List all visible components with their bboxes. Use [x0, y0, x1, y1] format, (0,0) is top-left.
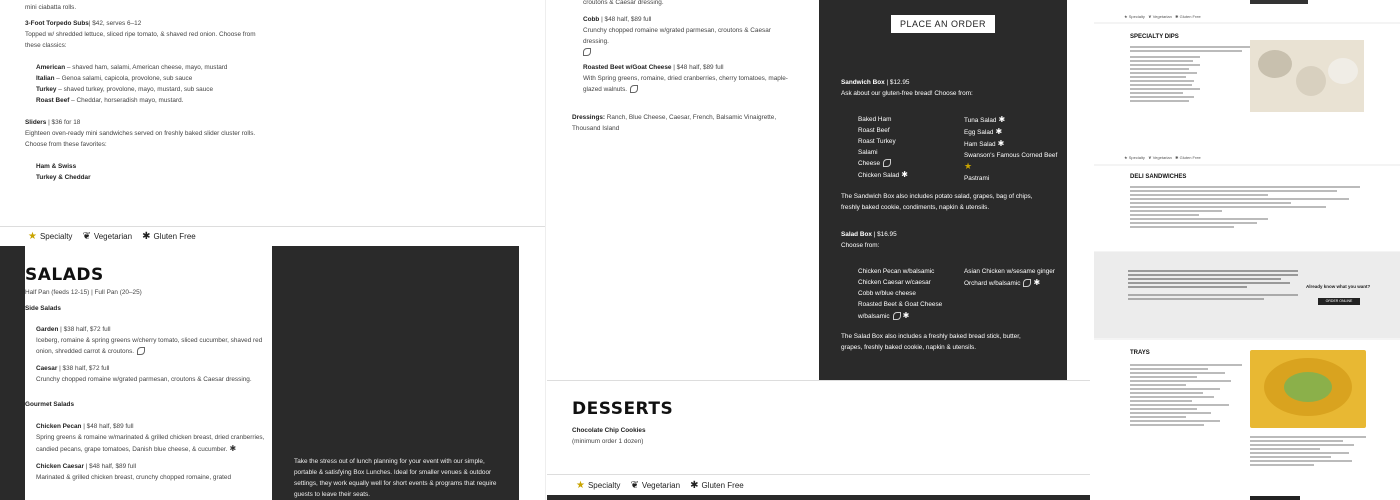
already-know: Already know what you want? — [1306, 284, 1371, 289]
legend-label: Vegetarian — [641, 481, 681, 490]
sliders-desc: Eighteen oven-ready mini sandwiches served on freshly baked slider cluster rolls. Choose from these favorites: — [25, 130, 256, 148]
thumb-top — [1094, 0, 1400, 22]
chcaesar-price: | $48 half, $89 full — [83, 463, 137, 470]
sandwich-section — [25, 2, 265, 183]
salad-option: Roasted Beet & Goat Cheese w/balsamic — [858, 301, 943, 320]
gluten-free-icon: ✱ — [901, 170, 908, 179]
slider-option: Turkey & Cheddar — [36, 174, 91, 181]
sandwich-options-left — [858, 114, 948, 181]
thumb-deli — [1094, 166, 1400, 251]
thumb-dips — [1094, 24, 1400, 164]
trays-heading: TRAYS — [1130, 350, 1150, 356]
gluten-free-icon: ✱ — [997, 139, 1005, 148]
vegetarian-icon — [883, 159, 891, 167]
sliders-price: | $36 for 18 — [46, 119, 81, 126]
dressings-label: Dressings: — [572, 114, 606, 121]
slider-option: Ham & Swiss — [36, 163, 77, 170]
salad-box-price: | $16.95 — [871, 231, 897, 238]
salad-box — [841, 229, 1056, 251]
ciabatta-tail: mini ciabatta rolls. — [25, 4, 77, 11]
legend — [576, 480, 744, 491]
salads-title: SALADS — [25, 265, 104, 285]
trays-photo — [1250, 350, 1366, 428]
legend-label: Specialty — [39, 232, 73, 241]
roasted-beet-item — [583, 62, 793, 95]
trays-text — [1130, 362, 1242, 428]
bottom-dark-bar — [547, 495, 1090, 500]
deli-heading: DELI SANDWICHES — [1130, 174, 1187, 180]
salads-continued — [583, 0, 793, 95]
sandwich-box-title: Sandwich Box — [841, 79, 885, 86]
promo-text — [1128, 268, 1298, 302]
top-desc: croutons & Caesar dressing. — [583, 0, 664, 6]
gluten-free-icon: ✱ — [1033, 278, 1041, 287]
pecan-desc: Spring greens & romaine w/marinated & grilled chicken breast, dried cranberries, candied pecans, grape tomatoes, Danish blue cheese, & cucumber. — [36, 434, 265, 453]
deli-text — [1130, 184, 1360, 230]
cobb-price: | $48 half, $89 full — [599, 16, 652, 23]
legend-gluten-free — [142, 231, 196, 242]
vegetarian-icon — [137, 347, 145, 355]
left-dark-edge — [0, 246, 25, 500]
salad-option: Asian Chicken w/sesame ginger — [964, 268, 1055, 275]
legend-label: Specialty — [587, 481, 621, 490]
order-online-button[interactable]: ORDER ONLINE — [1318, 298, 1360, 305]
sandwich-option: Ham Salad — [964, 141, 996, 148]
subs-desc: Topped w/ shredded lettuce, sliced ripe tomato, & shaved red onion. Choose from these classics: — [25, 31, 256, 49]
legend-vegetarian — [630, 480, 680, 491]
thumb-image — [1250, 0, 1308, 4]
roasted-desc: With Spring greens, romaine, dried cranberries, cherry tomatoes, maple-glazed walnuts. — [583, 75, 788, 93]
thumb-promo — [1094, 252, 1400, 338]
thumb-legend: ★ Specialty ❦ Vegetarian ✱ Gluten Free — [1124, 14, 1201, 19]
vegetarian-icon — [630, 85, 638, 93]
chicken-pecan-item — [36, 421, 270, 455]
leaf-icon: ❦ — [82, 231, 91, 242]
garden-price: | $38 half, $72 full — [58, 326, 111, 333]
salad-box-sub: Choose from: — [841, 242, 880, 249]
box-lunch-panel — [819, 0, 1067, 380]
pecan-title: Chicken Pecan — [36, 423, 82, 430]
sandwich-option: Roast Turkey — [858, 138, 896, 145]
salad-option: Chicken Pecan w/balsamic — [858, 268, 935, 275]
salad-options-left — [858, 266, 948, 322]
salad-option: Chicken Caesar w/caesar — [858, 279, 931, 286]
caesar-title: Caesar — [36, 365, 58, 372]
garden-title: Garden — [36, 326, 59, 333]
sandwich-option: Tuna Salad — [964, 117, 997, 124]
desserts-title: DESSERTS — [572, 399, 674, 419]
sandwich-box-price: | $12.95 — [884, 79, 910, 86]
sandwich-box — [841, 77, 1056, 99]
sandwich-option: Egg Salad — [964, 129, 994, 136]
dressings — [572, 112, 782, 134]
divider — [0, 226, 545, 227]
subs-options — [36, 62, 265, 106]
sandwich-option: Pastrami — [964, 175, 990, 182]
col-divider — [545, 0, 546, 500]
vegetarian-icon — [583, 48, 591, 56]
cookie-title: Chocolate Chip Cookies — [572, 427, 646, 434]
sandwich-option: Salami — [858, 149, 878, 156]
sandwich-option: Chicken Salad — [858, 172, 900, 179]
caesar-item — [36, 363, 270, 385]
star-icon: ★ — [576, 480, 585, 491]
roastbeef-label: Roast Beef — [36, 97, 70, 104]
american-desc: – shaved ham, salami, American cheese, mayo, mustard — [65, 64, 228, 71]
sliders-item — [25, 117, 265, 128]
legend-vegetarian — [82, 231, 132, 242]
italian-label: Italian — [36, 75, 55, 82]
star-icon: ★ — [964, 161, 973, 171]
cookie-desc: (minimum order 1 dozen) — [572, 438, 644, 445]
divider — [547, 380, 1090, 381]
legend — [28, 231, 196, 242]
roasted-price: | $48 half, $89 full — [671, 64, 724, 71]
subs-title: 3-Foot Torpedo Subs — [25, 20, 89, 27]
legend-label: Gluten Free — [153, 232, 196, 241]
gluten-free-icon: ✱ — [995, 127, 1003, 136]
catering-note: Take the stress out of lunch planning for your event with our simple, portable & satisfying Box Lunches. Ideal for smaller venues & outdoor settings, they work equally well for short events & programs that require guests to leave their seats. — [294, 458, 497, 498]
gluten-free-icon: ✱ — [229, 444, 237, 453]
sandwich-option: Cheese — [858, 160, 881, 167]
dressings-text: Ranch, Blue Cheese, Caesar, French, Balsamic Vinaigrette, Thousand Island — [572, 114, 777, 132]
leaf-icon: ❦ — [630, 480, 639, 491]
turkey-label: Turkey — [36, 86, 57, 93]
chcaesar-title: Chicken Caesar — [36, 463, 84, 470]
subs-item — [25, 18, 265, 29]
sandwich-box-note: The Sandwich Box also includes potato salad, grapes, bag of chips, freshly baked cookie, condiments, napkin & utensils. — [841, 193, 1033, 211]
salads-subtitle: Half Pan (feeds 12-15) | Full Pan (20–25) — [25, 289, 142, 296]
salad-box-note: The Salad Box also includes a freshly baked bread stick, butter, grapes, freshly baked cookie, napkin & utensils. — [841, 333, 1021, 351]
gluten-free-icon: ✱ — [998, 115, 1006, 124]
chcaesar-desc: Marinated & grilled chicken breast, crunchy chopped romaine, grated — [36, 474, 232, 481]
sandwich-option: Roast Beef — [858, 127, 890, 134]
sandwich-box-sub: Ask about our gluten-free bread! Choose from: — [841, 90, 973, 97]
vegetarian-icon — [1023, 279, 1031, 287]
italian-desc: – Genoa salami, capicola, provolone, sub sauce — [54, 75, 193, 82]
legend-label: Gluten Free — [701, 481, 744, 490]
caesar-desc: Crunchy chopped romaine w/grated parmesan, croutons & Caesar dressing. — [36, 376, 252, 383]
gourmet-salads-heading: Gourmet Salads — [25, 401, 75, 408]
wheat-icon: ✱ — [142, 231, 151, 242]
desserts-section — [572, 399, 792, 447]
salad-option: Cobb w/blue cheese — [858, 290, 916, 297]
roasted-title: Roasted Beet w/Goat Cheese — [583, 64, 672, 71]
wheat-icon: ✱ — [690, 480, 699, 491]
star-icon: ★ — [28, 231, 37, 242]
legend-gluten-free — [690, 480, 744, 491]
sandwich-options-right — [964, 114, 1059, 184]
salads-section — [25, 265, 270, 483]
dips-heading: SPECIALTY DIPS — [1130, 34, 1179, 40]
cobb-desc: Crunchy chopped romaine w/grated parmesan, croutons & Caesar dressing. — [583, 27, 771, 45]
gap — [519, 246, 545, 500]
sandwich-option: Baked Ham — [858, 116, 892, 123]
trays-text-right — [1250, 434, 1366, 468]
slider-options — [36, 161, 265, 183]
salad-option: Orchard w/balsamic — [964, 280, 1021, 287]
thumb-trays — [1094, 340, 1400, 500]
pecan-price: | $48 half, $89 full — [81, 423, 134, 430]
caesar-price: | $38 half, $72 full — [57, 365, 110, 372]
roastbeef-desc: – Cheddar, horseradish mayo, mustard. — [69, 97, 184, 104]
legend-label: Vegetarian — [93, 232, 133, 241]
side-salads-heading: Side Salads — [25, 305, 61, 312]
thumb-legend: ★ Specialty ❦ Vegetarian ✱ Gluten Free — [1124, 155, 1201, 160]
place-order-button[interactable]: PLACE AN ORDER — [891, 15, 995, 33]
turkey-desc: – shaved turkey, provolone, mayo, mustard, sub sauce — [56, 86, 214, 93]
chicken-caesar-item — [36, 461, 270, 483]
garden-desc: Iceberg, romaine & spring greens w/cherry tomato, sliced cucumber, shaved red onion, shredded carrot & croutons. — [36, 337, 263, 355]
gluten-free-icon: ✱ — [902, 311, 910, 320]
sliders-title: Sliders — [25, 119, 47, 126]
thumbnail-column — [1094, 0, 1400, 500]
cobb-item — [583, 14, 793, 58]
salad-box-title: Salad Box — [841, 231, 872, 238]
catering-panel — [272, 246, 519, 500]
vegetarian-icon — [893, 312, 901, 320]
dips-text — [1130, 44, 1270, 104]
subs-price: | $42, serves 6–12 — [88, 20, 142, 27]
salad-options-right — [964, 266, 1059, 289]
legend-specialty — [28, 231, 72, 242]
divider — [547, 474, 1090, 475]
legend-specialty — [576, 480, 620, 491]
thumb-button — [1250, 496, 1300, 500]
dips-photo — [1250, 40, 1364, 112]
garden-item — [36, 324, 270, 357]
sandwich-option: Swanson's Famous Corned Beef — [964, 152, 1058, 159]
cobb-title: Cobb — [583, 16, 600, 23]
american-label: American — [36, 64, 66, 71]
